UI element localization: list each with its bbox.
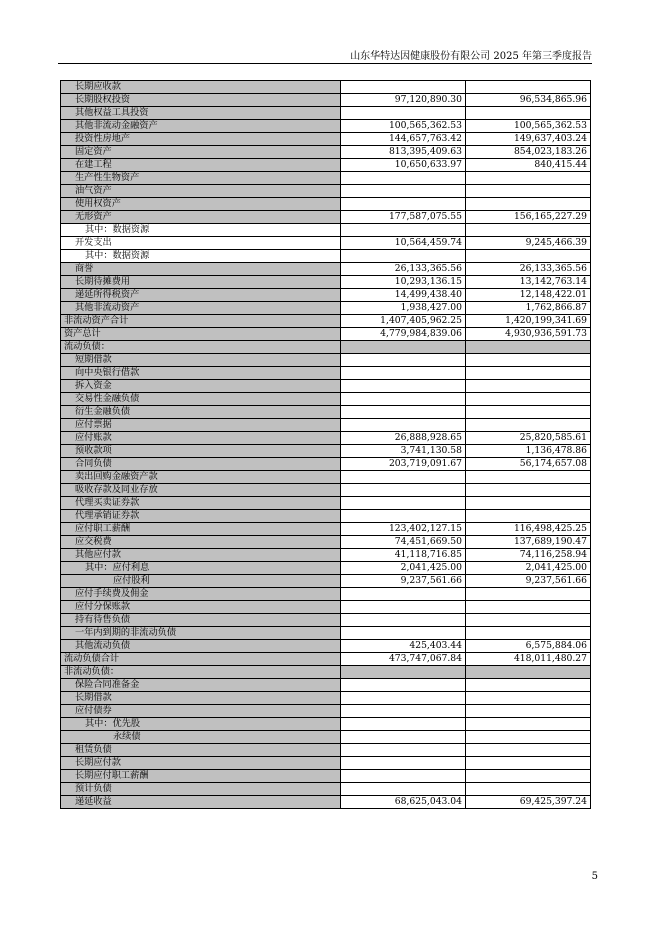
row-label: 其中：数据资源	[61, 250, 341, 263]
table-row	[61, 133, 591, 146]
previous-period-value: 74,116,258.94	[466, 549, 591, 562]
previous-period-value	[466, 614, 591, 627]
row-label: 长期借款	[61, 692, 341, 705]
table-row	[61, 302, 591, 315]
table-row	[61, 614, 591, 627]
current-period-value	[341, 614, 466, 627]
current-period-value: 1,938,427.00	[341, 302, 466, 315]
current-period-value	[341, 198, 466, 211]
table-row	[61, 458, 591, 471]
row-label: 非流动资产合计	[61, 315, 341, 328]
row-label: 保险合同准备金	[61, 679, 341, 692]
row-label: 递延所得税资产	[61, 289, 341, 302]
row-label: 递延收益	[61, 796, 341, 809]
previous-period-value	[466, 510, 591, 523]
row-label: 固定资产	[61, 146, 341, 159]
table-row	[61, 731, 591, 744]
current-period-value	[341, 679, 466, 692]
previous-period-value: 69,425,397.24	[466, 796, 591, 809]
table-row	[61, 328, 591, 341]
row-label: 非流动负债：	[61, 666, 341, 679]
current-period-value	[341, 471, 466, 484]
current-period-value	[341, 172, 466, 185]
row-label: 油气资产	[61, 185, 341, 198]
row-label: 在建工程	[61, 159, 341, 172]
current-period-value: 41,118,716.85	[341, 549, 466, 562]
current-period-value: 203,719,091.67	[341, 458, 466, 471]
previous-period-value	[466, 81, 591, 94]
table-row	[61, 81, 591, 94]
table-row	[61, 419, 591, 432]
current-period-value	[341, 224, 466, 237]
previous-period-value: 1,762,866.87	[466, 302, 591, 315]
row-label: 长期股权投资	[61, 94, 341, 107]
row-label: 其他非流动资产	[61, 302, 341, 315]
current-period-value: 177,587,075.55	[341, 211, 466, 224]
row-label: 投资性房地产	[61, 133, 341, 146]
current-period-value	[341, 107, 466, 120]
row-label: 应付债券	[61, 705, 341, 718]
table-row	[61, 601, 591, 614]
row-label: 应付账款	[61, 432, 341, 445]
current-period-value	[341, 718, 466, 731]
table-row	[61, 432, 591, 445]
current-period-value: 10,293,136.15	[341, 276, 466, 289]
table-row	[61, 575, 591, 588]
previous-period-value	[466, 718, 591, 731]
current-period-value: 3,741,130.58	[341, 445, 466, 458]
previous-period-value: 12,148,422.01	[466, 289, 591, 302]
table-row	[61, 549, 591, 562]
row-label: 流动负债合计	[61, 653, 341, 666]
table-row	[61, 146, 591, 159]
table-row	[61, 679, 591, 692]
table-row	[61, 445, 591, 458]
current-period-value	[341, 497, 466, 510]
previous-period-value: 2,041,425.00	[466, 562, 591, 575]
previous-period-value: 4,930,936,591.73	[466, 328, 591, 341]
previous-period-value	[466, 692, 591, 705]
current-period-value	[341, 744, 466, 757]
table-row	[61, 250, 591, 263]
current-period-value	[341, 783, 466, 796]
row-label: 其中：应付利息	[61, 562, 341, 575]
current-period-value: 26,133,365.56	[341, 263, 466, 276]
row-label: 开发支出	[61, 237, 341, 250]
table-row	[61, 627, 591, 640]
row-label: 资产总计	[61, 328, 341, 341]
previous-period-value	[466, 705, 591, 718]
previous-period-value: 56,174,657.08	[466, 458, 591, 471]
previous-period-value	[466, 497, 591, 510]
row-label: 短期借款	[61, 354, 341, 367]
current-period-value	[341, 731, 466, 744]
table-row	[61, 289, 591, 302]
current-period-value	[341, 666, 466, 679]
table-row	[61, 523, 591, 536]
table-row	[61, 380, 591, 393]
row-label: 预收款项	[61, 445, 341, 458]
row-label: 交易性金融负债	[61, 393, 341, 406]
previous-period-value	[466, 185, 591, 198]
previous-period-value	[466, 198, 591, 211]
balance-sheet-body	[61, 81, 591, 809]
table-row	[61, 367, 591, 380]
table-row	[61, 783, 591, 796]
table-row	[61, 406, 591, 419]
current-period-value	[341, 354, 466, 367]
row-label: 合同负债	[61, 458, 341, 471]
previous-period-value	[466, 679, 591, 692]
row-label: 应付分保账款	[61, 601, 341, 614]
page-number: 5	[591, 871, 598, 882]
previous-period-value	[466, 601, 591, 614]
row-label: 长期应付款	[61, 757, 341, 770]
previous-period-value	[466, 367, 591, 380]
previous-period-value	[466, 406, 591, 419]
row-label: 预计负债	[61, 783, 341, 796]
table-row	[61, 510, 591, 523]
current-period-value: 813,395,409.63	[341, 146, 466, 159]
previous-period-value: 26,133,365.56	[466, 263, 591, 276]
previous-period-value: 13,142,763.14	[466, 276, 591, 289]
table-row	[61, 315, 591, 328]
current-period-value: 97,120,890.30	[341, 94, 466, 107]
page-header-title: 山东华特达因健康股份有限公司 2025 年第三季度报告	[350, 51, 592, 62]
row-label: 长期应付职工薪酬	[61, 770, 341, 783]
current-period-value	[341, 588, 466, 601]
current-period-value: 14,499,438.40	[341, 289, 466, 302]
previous-period-value: 418,011,480.27	[466, 653, 591, 666]
table-row	[61, 185, 591, 198]
previous-period-value	[466, 757, 591, 770]
table-row	[61, 666, 591, 679]
previous-period-value	[466, 744, 591, 757]
row-label: 长期应收款	[61, 81, 341, 94]
row-label: 流动负债：	[61, 341, 341, 354]
previous-period-value: 6,575,884.06	[466, 640, 591, 653]
row-label: 代理承销证券款	[61, 510, 341, 523]
current-period-value: 123,402,127.15	[341, 523, 466, 536]
table-row	[61, 718, 591, 731]
current-period-value	[341, 510, 466, 523]
previous-period-value	[466, 627, 591, 640]
previous-period-value: 854,023,183.26	[466, 146, 591, 159]
table-row	[61, 172, 591, 185]
table-row	[61, 484, 591, 497]
previous-period-value	[466, 354, 591, 367]
row-label: 使用权资产	[61, 198, 341, 211]
row-label: 其中：数据资源	[61, 224, 341, 237]
row-label: 卖出回购金融资产款	[61, 471, 341, 484]
table-row	[61, 562, 591, 575]
row-label: 生产性生物资产	[61, 172, 341, 185]
current-period-value	[341, 185, 466, 198]
current-period-value	[341, 81, 466, 94]
current-period-value	[341, 250, 466, 263]
current-period-value	[341, 419, 466, 432]
previous-period-value	[466, 172, 591, 185]
current-period-value: 144,657,763.42	[341, 133, 466, 146]
table-row	[61, 94, 591, 107]
current-period-value: 425,403.44	[341, 640, 466, 653]
previous-period-value	[466, 380, 591, 393]
previous-period-value	[466, 770, 591, 783]
current-period-value	[341, 367, 466, 380]
row-label: 其他非流动金融资产	[61, 120, 341, 133]
table-row	[61, 497, 591, 510]
previous-period-value	[466, 471, 591, 484]
row-label: 拆入资金	[61, 380, 341, 393]
table-row	[61, 263, 591, 276]
previous-period-value	[466, 588, 591, 601]
row-label: 向中央银行借款	[61, 367, 341, 380]
current-period-value: 10,564,459.74	[341, 237, 466, 250]
table-row	[61, 744, 591, 757]
table-row	[61, 653, 591, 666]
table-row	[61, 159, 591, 172]
table-row	[61, 224, 591, 237]
current-period-value: 10,650,633.97	[341, 159, 466, 172]
current-period-value: 4,779,984,839.06	[341, 328, 466, 341]
row-label: 租赁负债	[61, 744, 341, 757]
header-rule	[58, 63, 592, 64]
previous-period-value	[466, 341, 591, 354]
previous-period-value	[466, 484, 591, 497]
table-row	[61, 107, 591, 120]
current-period-value: 68,625,043.04	[341, 796, 466, 809]
current-period-value: 2,041,425.00	[341, 562, 466, 575]
row-label: 商誉	[61, 263, 341, 276]
row-label: 衍生金融负债	[61, 406, 341, 419]
row-label: 其他应付款	[61, 549, 341, 562]
row-label: 长期待摊费用	[61, 276, 341, 289]
table-row	[61, 393, 591, 406]
previous-period-value: 149,637,403.24	[466, 133, 591, 146]
previous-period-value: 156,165,227.29	[466, 211, 591, 224]
previous-period-value: 137,689,190.47	[466, 536, 591, 549]
row-label: 吸收存款及同业存放	[61, 484, 341, 497]
row-label: 其他权益工具投资	[61, 107, 341, 120]
table-row	[61, 211, 591, 224]
row-label: 应交税费	[61, 536, 341, 549]
table-row	[61, 341, 591, 354]
current-period-value	[341, 601, 466, 614]
current-period-value	[341, 484, 466, 497]
current-period-value	[341, 627, 466, 640]
previous-period-value	[466, 250, 591, 263]
row-label: 其他流动负债	[61, 640, 341, 653]
table-row	[61, 536, 591, 549]
table-row	[61, 770, 591, 783]
table-row	[61, 692, 591, 705]
table-row	[61, 705, 591, 718]
previous-period-value	[466, 107, 591, 120]
row-label: 应付股利	[61, 575, 341, 588]
previous-period-value	[466, 731, 591, 744]
current-period-value	[341, 692, 466, 705]
current-period-value	[341, 341, 466, 354]
table-row	[61, 471, 591, 484]
row-label: 其中：优先股	[61, 718, 341, 731]
previous-period-value: 9,245,466.39	[466, 237, 591, 250]
row-label: 一年内到期的非流动负债	[61, 627, 341, 640]
previous-period-value	[466, 783, 591, 796]
current-period-value: 1,407,405,962.25	[341, 315, 466, 328]
current-period-value: 26,888,928.65	[341, 432, 466, 445]
table-row	[61, 276, 591, 289]
current-period-value	[341, 705, 466, 718]
table-row	[61, 757, 591, 770]
row-label: 应付职工薪酬	[61, 523, 341, 536]
previous-period-value: 9,237,561.66	[466, 575, 591, 588]
previous-period-value: 100,565,362.53	[466, 120, 591, 133]
previous-period-value: 840,415.44	[466, 159, 591, 172]
current-period-value: 473,747,067.84	[341, 653, 466, 666]
row-label: 永续债	[61, 731, 341, 744]
table-row	[61, 120, 591, 133]
previous-period-value: 96,534,865.96	[466, 94, 591, 107]
current-period-value: 74,451,669.50	[341, 536, 466, 549]
current-period-value	[341, 393, 466, 406]
previous-period-value	[466, 419, 591, 432]
previous-period-value: 1,420,199,341.69	[466, 315, 591, 328]
balance-sheet-table	[60, 80, 591, 809]
previous-period-value	[466, 666, 591, 679]
row-label: 代理买卖证券款	[61, 497, 341, 510]
table-row	[61, 237, 591, 250]
previous-period-value: 1,136,478.86	[466, 445, 591, 458]
previous-period-value	[466, 393, 591, 406]
table-row	[61, 588, 591, 601]
previous-period-value: 25,820,585.61	[466, 432, 591, 445]
previous-period-value	[466, 224, 591, 237]
row-label: 持有待售负债	[61, 614, 341, 627]
current-period-value: 100,565,362.53	[341, 120, 466, 133]
previous-period-value: 116,498,425.25	[466, 523, 591, 536]
table-row	[61, 198, 591, 211]
current-period-value	[341, 406, 466, 419]
table-row	[61, 354, 591, 367]
current-period-value	[341, 380, 466, 393]
row-label: 应付手续费及佣金	[61, 588, 341, 601]
current-period-value: 9,237,561.66	[341, 575, 466, 588]
table-row	[61, 640, 591, 653]
current-period-value	[341, 770, 466, 783]
row-label: 应付票据	[61, 419, 341, 432]
row-label: 无形资产	[61, 211, 341, 224]
table-row	[61, 796, 591, 809]
current-period-value	[341, 757, 466, 770]
